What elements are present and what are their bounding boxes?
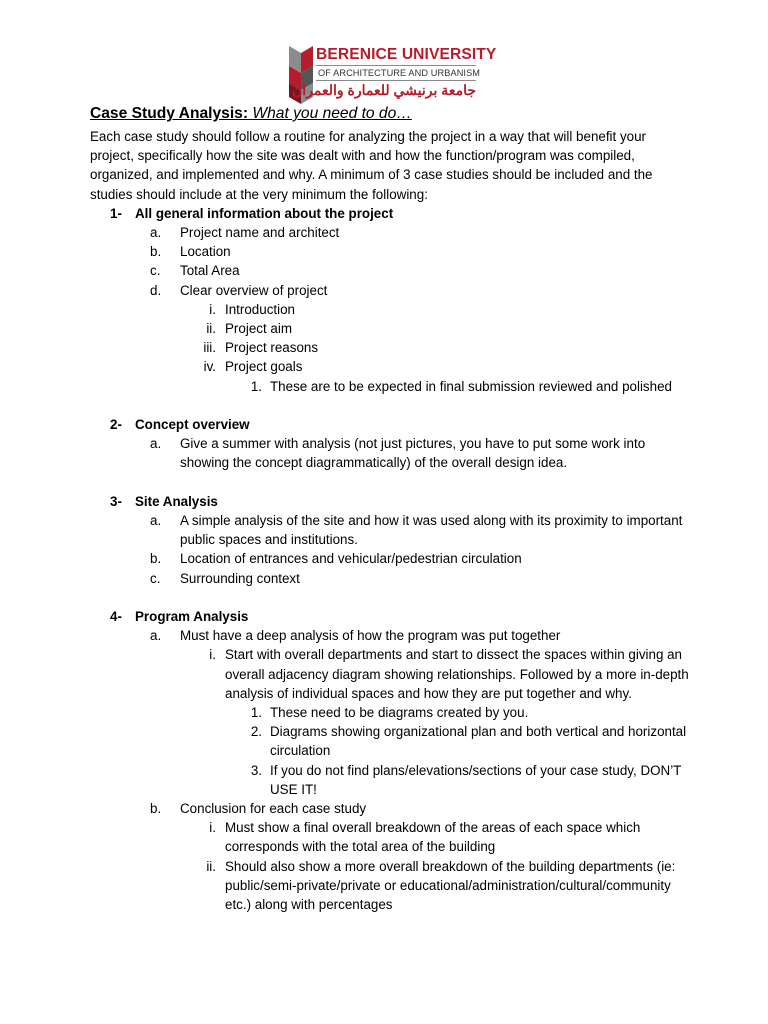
list-item xyxy=(90,818,690,856)
list-item xyxy=(90,338,690,357)
list-item-text: Location of entrances and vehicular/pedestrian circulation xyxy=(180,551,522,567)
list-item xyxy=(90,377,690,396)
list-item xyxy=(90,223,690,242)
list-item-text: These are to be expected in final submission reviewed and polished xyxy=(270,378,672,394)
list-marker: d. xyxy=(150,282,162,298)
logo-university-name: BERENICE UNIVERSITY xyxy=(316,46,497,63)
list-item-text: Give a summer with analysis (not just pictures, you have to put some work into showing the concept diagrammatically) of the overall design idea. xyxy=(180,436,646,471)
list-marker: 2. xyxy=(250,724,262,740)
list-item xyxy=(90,761,690,799)
list-marker: b. xyxy=(150,244,162,260)
list-item xyxy=(90,703,690,722)
list-marker: a. xyxy=(150,513,162,529)
list-item-text: A simple analysis of the site and how it was used along with its proximity to important public spaces and institutions. xyxy=(180,513,683,548)
list-item xyxy=(90,722,690,760)
list-marker: iii. xyxy=(203,340,216,356)
logo-divider xyxy=(316,65,476,66)
list-item-text: Project reasons xyxy=(225,340,319,356)
list-item-text: Conclusion for each case study xyxy=(180,801,367,817)
list-marker: i. xyxy=(209,820,216,836)
page-title xyxy=(90,104,690,124)
list-item-text: Must show a final overall breakdown of the areas of each space which corresponds with the total area of the building xyxy=(225,820,641,855)
list-marker: 1. xyxy=(250,705,262,721)
list-item-text: Diagrams showing organizational plan and both vertical and horizontal circulation xyxy=(270,724,687,759)
list-marker: i. xyxy=(209,647,216,663)
list-item xyxy=(90,300,690,319)
list-marker: ii. xyxy=(206,321,216,337)
list-marker: 1. xyxy=(250,378,262,394)
section-title: All general information about the project xyxy=(135,205,394,221)
list-item-text: Project aim xyxy=(225,321,292,337)
list-item-text: Should also show a more overall breakdown of the building departments (ie: public/semi-private/private or educational/administration/cultural/community etc.) along with percentages xyxy=(225,858,676,913)
list-marker: ii. xyxy=(206,858,216,874)
list-marker: iv. xyxy=(203,359,216,375)
list-item-text: Surrounding context xyxy=(180,570,300,586)
list-item xyxy=(90,857,690,915)
section-title: Concept overview xyxy=(135,417,250,433)
section-title: Site Analysis xyxy=(135,493,218,509)
list-item-text: If you do not find plans/elevations/sections of your case study, DON’T USE IT! xyxy=(270,762,682,797)
list-item xyxy=(90,242,690,261)
list-marker: b. xyxy=(150,801,162,817)
list-item-text: These need to be diagrams created by you. xyxy=(270,705,529,721)
list-marker: 3- xyxy=(110,493,122,509)
list-item-text: Total Area xyxy=(180,263,240,279)
spacer xyxy=(90,473,690,492)
list-marker: a. xyxy=(150,436,162,452)
list-item-text: Location xyxy=(180,244,231,260)
list-item-text: Project name and architect xyxy=(180,225,340,241)
list-item xyxy=(90,319,690,338)
list-item xyxy=(90,626,690,645)
list-item xyxy=(90,799,690,818)
logo-arabic-name: جامعة برنيشي للعمارة والعمران xyxy=(291,82,476,98)
list-marker: c. xyxy=(150,263,161,279)
title-italic: What you need to do… xyxy=(252,105,412,122)
list-item xyxy=(90,261,690,280)
spacer xyxy=(90,396,690,415)
list-marker: 2- xyxy=(110,417,122,433)
list-marker: a. xyxy=(150,225,162,241)
list-item-text: Project goals xyxy=(225,359,303,375)
section-title: Program Analysis xyxy=(135,609,249,625)
list-marker: 3. xyxy=(250,762,262,778)
section-heading xyxy=(90,492,690,511)
list-marker: 1- xyxy=(110,205,122,221)
section-heading xyxy=(90,415,690,434)
section-heading xyxy=(90,607,690,626)
list-marker: c. xyxy=(150,570,161,586)
university-logo xyxy=(287,42,497,110)
list-item xyxy=(90,569,690,588)
list-item xyxy=(90,357,690,376)
list-marker: b. xyxy=(150,551,162,567)
list-marker: i. xyxy=(209,301,216,317)
intro-paragraph: Each case study should follow a routine for analyzing the project in a way that will benefit your project, specifically how the site was dealt with and how the function/program was compiled, organized, and implemented and why. A minimum of 3 case studies should be included and the studies should include at the very minimum the following: xyxy=(90,129,653,202)
list-item-text: Start with overall departments and start to dissect the spaces within giving an overall adjacency diagram showing relationships. Followed by a more in-depth analysis of individual spaces and how they are put together and why. xyxy=(225,647,689,701)
list-item xyxy=(90,434,690,472)
list-marker: 4- xyxy=(110,609,122,625)
list-item-text: Must have a deep analysis of how the program was put together xyxy=(180,628,561,644)
list-item xyxy=(90,645,690,703)
spacer xyxy=(90,588,690,607)
logo-subtitle: OF ARCHITECTURE AND URBANISM xyxy=(318,68,481,78)
list-item xyxy=(90,549,690,568)
list-item-text: Introduction xyxy=(225,301,295,317)
title-bold: Case Study Analysis: xyxy=(90,105,249,122)
list-item xyxy=(90,511,690,549)
list-item-text: Clear overview of project xyxy=(180,282,328,298)
list-marker: a. xyxy=(150,628,162,644)
document-body xyxy=(90,104,690,914)
section-heading xyxy=(90,204,690,223)
list-item xyxy=(90,281,690,300)
